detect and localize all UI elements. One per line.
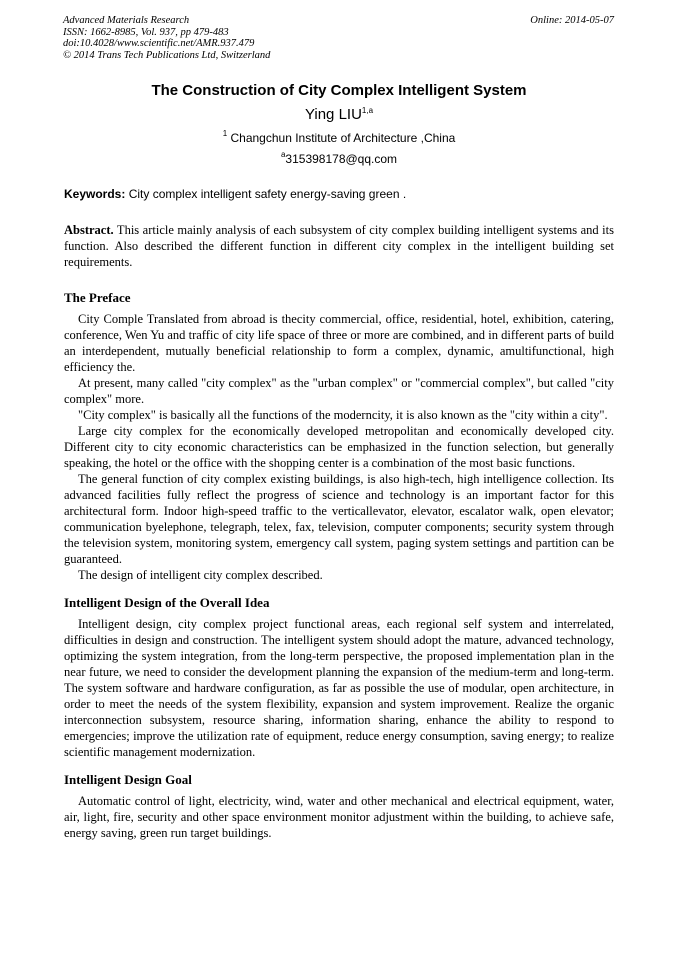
paragraph: "City complex" is basically all the functions of the moderncity, it is also known as the "city within a city". [78, 408, 608, 422]
keywords-label: Keywords: [64, 187, 126, 201]
keywords-text: City complex intelligent safety energy-saving green . [125, 187, 407, 201]
journal-issn: ISSN: 1662-8985, Vol. 937, pp 479-483 [63, 26, 229, 38]
author-affiliation [0, 131, 678, 145]
section-heading: Intelligent Design of the Overall Idea [64, 595, 270, 610]
keywords [64, 187, 614, 201]
paragraph: The design of intelligent city complex described. [78, 568, 323, 582]
section-overall-idea [64, 595, 614, 760]
paragraph: At present, many called "city complex" as the "urban complex" or "commercial complex", but called "city complex" more. [64, 376, 614, 406]
section-preface [64, 290, 614, 583]
email-text: 315398178@qq.com [285, 152, 398, 166]
paper-author [0, 106, 678, 123]
section-design-goal [64, 772, 614, 841]
journal-copyright: © 2014 Trans Tech Publications Ltd, Switzerland [63, 49, 271, 61]
paragraph: Large city complex for the economically developed metropolitan and economically developed city. Different city to city economic characteristics can be emphasized in the function selection, but generally speaking, the hotel or the office with the shopping center is a combination of the most basic functions. [64, 424, 614, 470]
section-heading: The Preface [64, 290, 131, 305]
paragraph: Automatic control of light, electricity, wind, water and other mechanical and electrical equipment, water, air, light, fire, security and other space environment monitor adjustment within the building, to achieve safe, energy saving, green run target buildings. [64, 794, 614, 840]
affiliation-superscript: 1 [222, 129, 228, 138]
paper-title: The Construction of City Complex Intelligent System [151, 82, 527, 99]
affiliation-text: Changchun Institute of Architecture ,China [227, 131, 456, 145]
paragraph: City Comple Translated from abroad is thecity commercial, office, residential, hotel, exhibition, catering, conference, Wen Yu and traffic of city life space of three or more are combined, and in different parts of build an interdependent, mutually beneficial relationship to form a complex, dynamic, amultifunctional, high efficiency the. [64, 312, 614, 374]
online-date: Online: 2014-05-07 [530, 15, 614, 26]
journal-doi: doi:10.4028/www.scientific.net/AMR.937.479 [63, 38, 255, 49]
author-superscript: 1,a [361, 106, 374, 115]
paragraph: The general function of city complex existing buildings, is also high-tech, high intelligence collection. Its advanced facilities fully reflect the progress of science and technology is an important factor for this architectural form. Indoor high-speed traffic to the verticallevator, elevator, escalator walk, open elevator; communication byelephone, telegraph, telex, fax, television, computer components; security system through the television system, monitoring system, emergency call system, paging system settings and partition can be guaranteed. [64, 472, 614, 566]
section-heading: Intelligent Design Goal [64, 772, 192, 787]
abstract-text: This article mainly analysis of each subsystem of city complex building intelligent systems and its function. Also described the different function in different city complex in the intelligent building set requirements. [64, 223, 614, 269]
author-name: Ying LIU [304, 106, 362, 123]
abstract [64, 222, 614, 270]
paragraph: Intelligent design, city complex project functional areas, each regional self system and interrelated, difficulties in design and construction. The intelligent system should adopt the mature, advanced technology, optimizing the system integration, from the long-term perspective, the proposed implementation plan in the near future, we need to consider the development planning the expansion of the medium-term and long-term. The system software and hardware configuration, as far as possible the use of modular, open architecture, in order to meet the needs of the system flexibility, expansion and system improvement. Realize the organic interconnection subsystem, resource sharing, information sharing, enhance the ability to respond to emergencies; improve the utilization rate of equipment, reduce energy consumption, saving energy; to realize scientific management modernization. [64, 617, 614, 759]
author-email [0, 152, 678, 166]
email-superscript: a [280, 150, 286, 159]
abstract-label: Abstract. [64, 223, 114, 237]
journal-name: Advanced Materials Research [63, 15, 190, 26]
journal-header [63, 15, 270, 61]
body-text [64, 290, 614, 841]
